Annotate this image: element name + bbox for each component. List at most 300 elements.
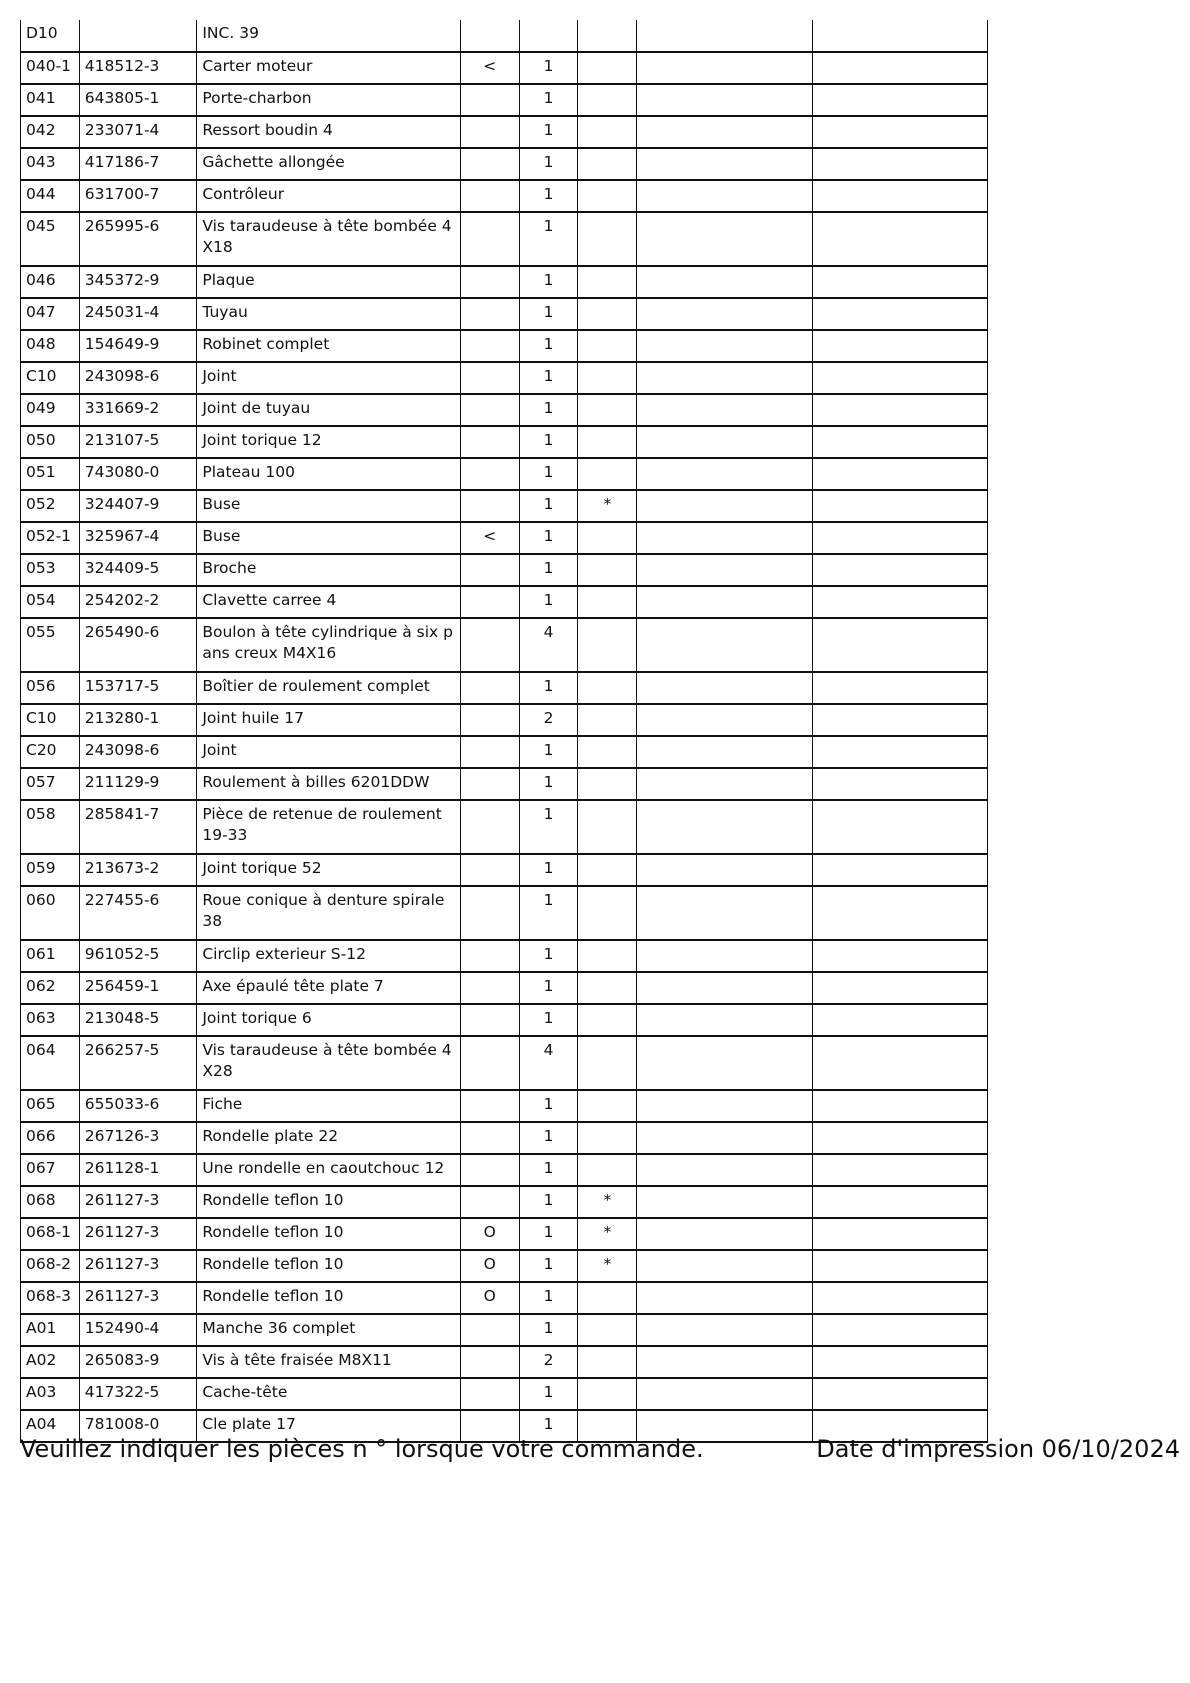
mark-cell: O	[460, 1250, 519, 1282]
item-number-cell: 064	[21, 1036, 80, 1090]
item-number-cell: 068-1	[21, 1218, 80, 1250]
quantity-cell: 1	[519, 52, 578, 84]
table-row	[21, 1378, 988, 1410]
mark-cell: <	[460, 52, 519, 84]
mark-cell	[460, 672, 519, 704]
item-number-cell: A04	[21, 1410, 80, 1442]
part-number-cell: 213107-5	[79, 426, 197, 458]
item-number-cell: 055	[21, 618, 80, 672]
blank-cell	[637, 672, 812, 704]
part-number-cell: 961052-5	[79, 940, 197, 972]
note-cell	[578, 52, 637, 84]
blank-cell	[812, 1282, 987, 1314]
table-row	[21, 20, 988, 52]
blank-cell	[637, 330, 812, 362]
item-number-cell: 051	[21, 458, 80, 490]
note-cell: *	[578, 1218, 637, 1250]
table-row	[21, 886, 988, 940]
item-number-cell: 044	[21, 180, 80, 212]
mark-cell	[460, 940, 519, 972]
part-number-cell: 324409-5	[79, 554, 197, 586]
part-number-cell: 417186-7	[79, 148, 197, 180]
note-cell	[578, 1282, 637, 1314]
item-number-cell: A02	[21, 1346, 80, 1378]
blank-cell	[637, 52, 812, 84]
mark-cell	[460, 330, 519, 362]
item-number-cell: 040-1	[21, 52, 80, 84]
mark-cell	[460, 266, 519, 298]
description-cell: Rondelle teflon 10	[197, 1186, 461, 1218]
part-number-cell: 245031-4	[79, 298, 197, 330]
quantity-cell: 1	[519, 854, 578, 886]
description-cell: Vis taraudeuse à tête bombée 4X18	[197, 212, 461, 266]
blank-cell	[637, 1004, 812, 1036]
part-number-cell: 256459-1	[79, 972, 197, 1004]
description-cell: Cache-tête	[197, 1378, 461, 1410]
quantity-cell: 1	[519, 1410, 578, 1442]
table-row	[21, 704, 988, 736]
note-cell	[578, 940, 637, 972]
blank-cell	[812, 768, 987, 800]
note-cell	[578, 704, 637, 736]
mark-cell	[460, 736, 519, 768]
note-cell	[578, 330, 637, 362]
blank-cell	[637, 972, 812, 1004]
mark-cell	[460, 362, 519, 394]
quantity-cell: 1	[519, 1282, 578, 1314]
part-number-cell: 233071-4	[79, 116, 197, 148]
description-cell: Roulement à billes 6201DDW	[197, 768, 461, 800]
blank-cell	[812, 736, 987, 768]
description-cell: Robinet complet	[197, 330, 461, 362]
mark-cell	[460, 1036, 519, 1090]
note-cell	[578, 426, 637, 458]
blank-cell	[637, 1250, 812, 1282]
note-cell	[578, 20, 637, 52]
mark-cell	[460, 1154, 519, 1186]
quantity-cell: 1	[519, 1250, 578, 1282]
description-cell: Vis à tête fraisée M8X11	[197, 1346, 461, 1378]
part-number-cell: 243098-6	[79, 362, 197, 394]
blank-cell	[637, 84, 812, 116]
blank-cell	[637, 1218, 812, 1250]
description-cell: Carter moteur	[197, 52, 461, 84]
mark-cell	[460, 704, 519, 736]
table-row	[21, 266, 988, 298]
blank-cell	[637, 1036, 812, 1090]
blank-cell	[812, 1346, 987, 1378]
description-cell: Joint	[197, 362, 461, 394]
part-number-cell: 243098-6	[79, 736, 197, 768]
table-row	[21, 672, 988, 704]
blank-cell	[812, 522, 987, 554]
mark-cell	[460, 1314, 519, 1346]
quantity-cell: 1	[519, 84, 578, 116]
mark-cell	[460, 212, 519, 266]
mark-cell	[460, 1346, 519, 1378]
table-row	[21, 1122, 988, 1154]
blank-cell	[812, 1004, 987, 1036]
part-number-cell: 417322-5	[79, 1378, 197, 1410]
blank-cell	[812, 1218, 987, 1250]
item-number-cell: 063	[21, 1004, 80, 1036]
part-number-cell: 345372-9	[79, 266, 197, 298]
quantity-cell: 1	[519, 1004, 578, 1036]
note-cell	[578, 736, 637, 768]
note-cell	[578, 672, 637, 704]
item-number-cell: D10	[21, 20, 80, 52]
blank-cell	[637, 554, 812, 586]
quantity-cell: 1	[519, 180, 578, 212]
quantity-cell: 1	[519, 394, 578, 426]
blank-cell	[812, 394, 987, 426]
item-number-cell: 052	[21, 490, 80, 522]
description-cell: Cle plate 17	[197, 1410, 461, 1442]
blank-cell	[637, 1346, 812, 1378]
blank-cell	[812, 116, 987, 148]
blank-cell	[637, 1282, 812, 1314]
item-number-cell: 056	[21, 672, 80, 704]
part-number-cell: 213048-5	[79, 1004, 197, 1036]
blank-cell	[637, 394, 812, 426]
note-cell	[578, 84, 637, 116]
part-number-cell: 213673-2	[79, 854, 197, 886]
description-cell: INC. 39	[197, 20, 461, 52]
table-row	[21, 458, 988, 490]
mark-cell	[460, 972, 519, 1004]
part-number-cell: 331669-2	[79, 394, 197, 426]
blank-cell	[637, 854, 812, 886]
mark-cell	[460, 298, 519, 330]
blank-cell	[812, 1090, 987, 1122]
blank-cell	[812, 426, 987, 458]
quantity-cell: 1	[519, 298, 578, 330]
quantity-cell: 1	[519, 736, 578, 768]
blank-cell	[637, 886, 812, 940]
item-number-cell: 050	[21, 426, 80, 458]
blank-cell	[637, 148, 812, 180]
note-cell	[578, 212, 637, 266]
quantity-cell: 1	[519, 266, 578, 298]
part-number-cell: 261128-1	[79, 1154, 197, 1186]
item-number-cell: 045	[21, 212, 80, 266]
blank-cell	[637, 20, 812, 52]
description-cell: Joint torique 12	[197, 426, 461, 458]
part-number-cell: 213280-1	[79, 704, 197, 736]
mark-cell: <	[460, 522, 519, 554]
quantity-cell: 1	[519, 768, 578, 800]
blank-cell	[637, 116, 812, 148]
quantity-cell: 1	[519, 886, 578, 940]
table-row	[21, 940, 988, 972]
blank-cell	[637, 736, 812, 768]
note-cell	[578, 362, 637, 394]
note-cell	[578, 586, 637, 618]
table-row	[21, 522, 988, 554]
table-row	[21, 212, 988, 266]
mark-cell	[460, 1122, 519, 1154]
quantity-cell: 1	[519, 116, 578, 148]
table-row	[21, 1282, 988, 1314]
description-cell: Une rondelle en caoutchouc 12	[197, 1154, 461, 1186]
part-number-cell: 265995-6	[79, 212, 197, 266]
blank-cell	[637, 1090, 812, 1122]
quantity-cell: 4	[519, 1036, 578, 1090]
blank-cell	[637, 458, 812, 490]
description-cell: Roue conique à denture spirale 38	[197, 886, 461, 940]
blank-cell	[637, 426, 812, 458]
note-cell	[578, 618, 637, 672]
blank-cell	[812, 330, 987, 362]
note-cell	[578, 1154, 637, 1186]
blank-cell	[812, 1036, 987, 1090]
blank-cell	[637, 522, 812, 554]
description-cell: Porte-charbon	[197, 84, 461, 116]
description-cell: Manche 36 complet	[197, 1314, 461, 1346]
blank-cell	[812, 800, 987, 854]
blank-cell	[812, 1250, 987, 1282]
note-cell	[578, 1346, 637, 1378]
description-cell: Boîtier de roulement complet	[197, 672, 461, 704]
description-cell: Broche	[197, 554, 461, 586]
mark-cell: O	[460, 1282, 519, 1314]
table-row	[21, 426, 988, 458]
quantity-cell: 1	[519, 362, 578, 394]
blank-cell	[812, 458, 987, 490]
mark-cell	[460, 1186, 519, 1218]
description-cell: Ressort boudin 4	[197, 116, 461, 148]
blank-cell	[812, 52, 987, 84]
description-cell: Rondelle teflon 10	[197, 1250, 461, 1282]
description-cell: Buse	[197, 490, 461, 522]
part-number-cell: 266257-5	[79, 1036, 197, 1090]
quantity-cell: 1	[519, 1218, 578, 1250]
mark-cell	[460, 20, 519, 52]
note-cell	[578, 458, 637, 490]
note-cell	[578, 116, 637, 148]
quantity-cell: 1	[519, 940, 578, 972]
quantity-cell: 1	[519, 1314, 578, 1346]
table-row	[21, 1346, 988, 1378]
item-number-cell: 047	[21, 298, 80, 330]
quantity-cell: 1	[519, 330, 578, 362]
description-cell: Joint	[197, 736, 461, 768]
item-number-cell: 046	[21, 266, 80, 298]
item-number-cell: 052-1	[21, 522, 80, 554]
note-cell	[578, 180, 637, 212]
item-number-cell: A03	[21, 1378, 80, 1410]
table-row	[21, 490, 988, 522]
blank-cell	[637, 212, 812, 266]
blank-cell	[812, 84, 987, 116]
item-number-cell: A01	[21, 1314, 80, 1346]
item-number-cell: 058	[21, 800, 80, 854]
blank-cell	[812, 1122, 987, 1154]
note-cell	[578, 554, 637, 586]
blank-cell	[812, 940, 987, 972]
blank-cell	[637, 1186, 812, 1218]
part-number-cell: 324407-9	[79, 490, 197, 522]
item-number-cell: 065	[21, 1090, 80, 1122]
note-cell	[578, 148, 637, 180]
blank-cell	[812, 1314, 987, 1346]
blank-cell	[812, 490, 987, 522]
blank-cell	[812, 1186, 987, 1218]
description-cell: Clavette carree 4	[197, 586, 461, 618]
mark-cell	[460, 458, 519, 490]
note-cell	[578, 1122, 637, 1154]
table-row	[21, 1314, 988, 1346]
blank-cell	[637, 586, 812, 618]
item-number-cell: 043	[21, 148, 80, 180]
quantity-cell: 4	[519, 618, 578, 672]
mark-cell	[460, 768, 519, 800]
blank-cell	[812, 298, 987, 330]
blank-cell	[637, 298, 812, 330]
note-cell	[578, 886, 637, 940]
part-number-cell: 265490-6	[79, 618, 197, 672]
quantity-cell: 1	[519, 1378, 578, 1410]
mark-cell	[460, 1090, 519, 1122]
blank-cell	[812, 1154, 987, 1186]
mark-cell	[460, 1378, 519, 1410]
table-row	[21, 1036, 988, 1090]
mark-cell	[460, 854, 519, 886]
item-number-cell: 068-2	[21, 1250, 80, 1282]
blank-cell	[637, 940, 812, 972]
mark-cell	[460, 1004, 519, 1036]
item-number-cell: 054	[21, 586, 80, 618]
note-cell	[578, 522, 637, 554]
item-number-cell: 068	[21, 1186, 80, 1218]
table-row	[21, 116, 988, 148]
part-number-cell: 261127-3	[79, 1218, 197, 1250]
mark-cell	[460, 84, 519, 116]
item-number-cell: 066	[21, 1122, 80, 1154]
blank-cell	[812, 972, 987, 1004]
description-cell: Buse	[197, 522, 461, 554]
description-cell: Pièce de retenue de roulement 19-33	[197, 800, 461, 854]
note-cell	[578, 768, 637, 800]
quantity-cell: 1	[519, 458, 578, 490]
mark-cell	[460, 886, 519, 940]
note-cell: *	[578, 1186, 637, 1218]
mark-cell	[460, 490, 519, 522]
part-number-cell: 418512-3	[79, 52, 197, 84]
quantity-cell: 1	[519, 586, 578, 618]
description-cell: Plateau 100	[197, 458, 461, 490]
part-number-cell: 743080-0	[79, 458, 197, 490]
part-number-cell: 655033-6	[79, 1090, 197, 1122]
blank-cell	[637, 618, 812, 672]
blank-cell	[812, 362, 987, 394]
blank-cell	[812, 212, 987, 266]
quantity-cell: 1	[519, 672, 578, 704]
note-cell	[578, 972, 637, 1004]
note-cell: *	[578, 490, 637, 522]
quantity-cell	[519, 20, 578, 52]
blank-cell	[812, 854, 987, 886]
blank-cell	[812, 704, 987, 736]
part-number-cell: 285841-7	[79, 800, 197, 854]
table-row	[21, 1090, 988, 1122]
description-cell: Axe épaulé tête plate 7	[197, 972, 461, 1004]
item-number-cell: 049	[21, 394, 80, 426]
table-row	[21, 972, 988, 1004]
table-row	[21, 298, 988, 330]
part-number-cell: 781008-0	[79, 1410, 197, 1442]
table-row	[21, 768, 988, 800]
blank-cell	[637, 768, 812, 800]
blank-cell	[637, 1314, 812, 1346]
description-cell: Joint huile 17	[197, 704, 461, 736]
item-number-cell: 067	[21, 1154, 80, 1186]
blank-cell	[637, 1122, 812, 1154]
parts-list-table	[20, 20, 988, 1443]
quantity-cell: 1	[519, 1154, 578, 1186]
table-row	[21, 148, 988, 180]
blank-cell	[812, 586, 987, 618]
table-row	[21, 854, 988, 886]
blank-cell	[637, 490, 812, 522]
part-number-cell: 261127-3	[79, 1186, 197, 1218]
description-cell: Circlip exterieur S-12	[197, 940, 461, 972]
quantity-cell: 1	[519, 554, 578, 586]
quantity-cell: 1	[519, 972, 578, 1004]
mark-cell	[460, 554, 519, 586]
blank-cell	[812, 618, 987, 672]
quantity-cell: 1	[519, 522, 578, 554]
item-number-cell: C10	[21, 704, 80, 736]
part-number-cell: 643805-1	[79, 84, 197, 116]
part-number-cell: 227455-6	[79, 886, 197, 940]
part-number-cell: 261127-3	[79, 1250, 197, 1282]
quantity-cell: 1	[519, 800, 578, 854]
item-number-cell: 061	[21, 940, 80, 972]
part-number-cell: 325967-4	[79, 522, 197, 554]
description-cell: Vis taraudeuse à tête bombée 4X28	[197, 1036, 461, 1090]
table-row	[21, 1154, 988, 1186]
table-row	[21, 84, 988, 116]
description-cell: Rondelle teflon 10	[197, 1282, 461, 1314]
blank-cell	[637, 1378, 812, 1410]
mark-cell	[460, 426, 519, 458]
note-cell	[578, 1004, 637, 1036]
part-number-cell: 254202-2	[79, 586, 197, 618]
description-cell: Contrôleur	[197, 180, 461, 212]
blank-cell	[812, 148, 987, 180]
item-number-cell: 042	[21, 116, 80, 148]
item-number-cell: 059	[21, 854, 80, 886]
parts-table-body	[21, 20, 988, 1442]
table-row	[21, 1218, 988, 1250]
table-row	[21, 52, 988, 84]
note-cell	[578, 1378, 637, 1410]
note-cell: *	[578, 1250, 637, 1282]
blank-cell	[637, 800, 812, 854]
table-row	[21, 618, 988, 672]
item-number-cell: 068-3	[21, 1282, 80, 1314]
description-cell: Rondelle teflon 10	[197, 1218, 461, 1250]
print-date: Date d'impression 06/10/2024	[816, 1435, 1180, 1463]
description-cell: Gâchette allongée	[197, 148, 461, 180]
blank-cell	[812, 20, 987, 52]
blank-cell	[637, 704, 812, 736]
blank-cell	[812, 886, 987, 940]
quantity-cell: 2	[519, 1346, 578, 1378]
item-number-cell: 062	[21, 972, 80, 1004]
table-row	[21, 180, 988, 212]
